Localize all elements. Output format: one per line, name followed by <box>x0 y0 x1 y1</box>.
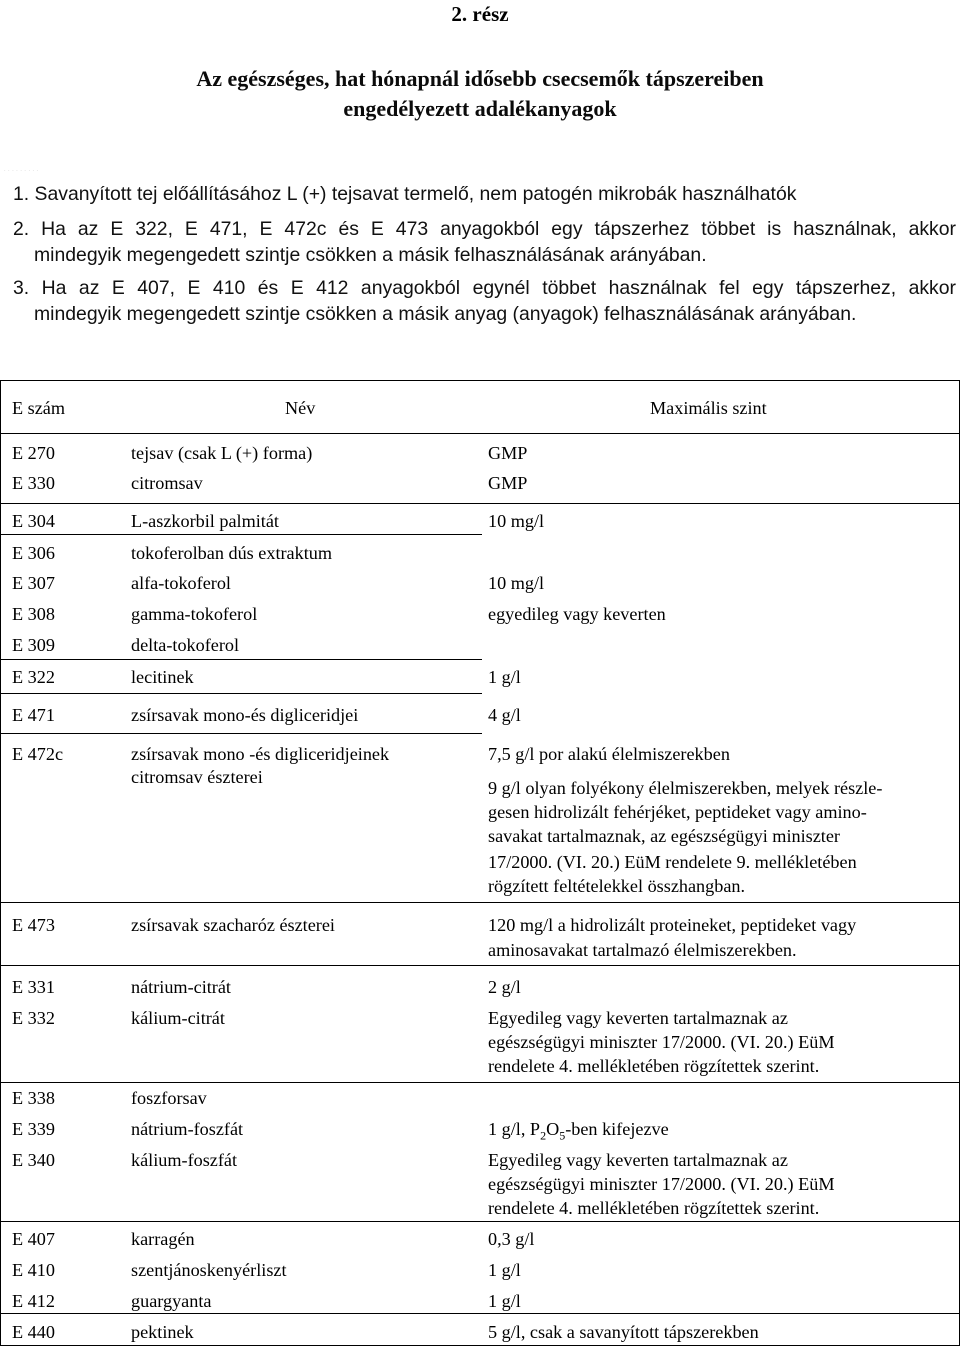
additive-name: foszforsav <box>131 1088 207 1108</box>
e-number: E 440 <box>12 1322 55 1342</box>
e-number: E 473 <box>12 915 55 935</box>
part-heading: 2. rész <box>451 2 509 26</box>
header-max-level: Maximális szint <box>650 398 767 418</box>
max-level-part: O <box>546 1119 560 1139</box>
row-divider <box>0 902 960 903</box>
max-level-detail: 9 g/l olyan folyékony élelmiszerekben, melyek részle- <box>488 778 883 798</box>
table-border-left <box>0 380 1 1346</box>
e-number: E 339 <box>12 1119 55 1139</box>
max-level: 4 g/l <box>488 705 521 725</box>
max-level: 10 mg/l <box>488 573 545 593</box>
row-divider <box>0 693 482 694</box>
additive-name: nátrium-foszfát <box>131 1119 244 1139</box>
e-number: E 330 <box>12 473 55 493</box>
max-level: 7,5 g/l por alakú élelmiszerekben <box>488 744 730 764</box>
e-number: E 407 <box>12 1229 55 1249</box>
max-level: 0,3 g/l <box>488 1229 535 1249</box>
additive-name: tejsav (csak L (+) forma) <box>131 443 313 463</box>
max-level-detail: gesen hidrolizált fehérjéket, peptideket vagy amino- <box>488 802 867 822</box>
e-number: E 307 <box>12 573 55 593</box>
e-number: E 322 <box>12 667 55 687</box>
max-level-detail: rendelete 4. mellékletében rögzítettek szerint. <box>488 1056 820 1076</box>
e-number: E 309 <box>12 635 55 655</box>
row-divider <box>0 1313 960 1314</box>
max-level: 1 g/l <box>488 667 521 687</box>
max-level-detail: rendelete 4. mellékletében rögzítettek szerint. <box>488 1198 820 1218</box>
e-number: E 306 <box>12 543 55 563</box>
additive-name: lecitinek <box>131 667 194 687</box>
additive-name: nátrium-citrát <box>131 977 231 997</box>
note-2-line1: 2. Ha az E 322, E 471, E 472c és E 473 anyagokból egy tápszerhez többet is használnak, akkor <box>13 218 956 240</box>
e-number: E 308 <box>12 604 55 624</box>
additives-table <box>0 380 960 1346</box>
max-level: egyedileg vagy keverten <box>488 604 666 624</box>
e-number: E 270 <box>12 443 55 463</box>
max-level: GMP <box>488 443 528 463</box>
additive-name-continued: citromsav észterei <box>131 767 263 787</box>
max-level: 1 g/l <box>488 1260 521 1280</box>
row-divider <box>0 1221 960 1222</box>
page-title-line1: Az egészséges, hat hónapnál idősebb csecsemők tápszereiben <box>196 66 764 91</box>
max-level-part: 1 g/l, P <box>488 1119 541 1139</box>
max-level: 1 g/l <box>488 1291 521 1311</box>
row-divider <box>0 965 960 966</box>
e-number: E 332 <box>12 1008 55 1028</box>
additive-name: delta-tokoferol <box>131 635 240 655</box>
additive-name: gamma-tokoferol <box>131 604 258 624</box>
max-level <box>488 1119 669 1146</box>
header-divider <box>0 433 960 434</box>
additive-name: kálium-citrát <box>131 1008 225 1028</box>
max-level: 2 g/l <box>488 977 521 997</box>
e-number: E 338 <box>12 1088 55 1108</box>
e-number: E 331 <box>12 977 55 997</box>
max-level-detail: egészségügyi miniszter 17/2000. (VI. 20.) EüM <box>488 1032 835 1052</box>
row-divider <box>0 733 482 734</box>
max-level-part: -ben kifejezve <box>565 1119 669 1139</box>
subscript: 2 <box>540 1128 547 1143</box>
additive-name: zsírsavak szacharóz észterei <box>131 915 335 935</box>
e-number: E 410 <box>12 1260 55 1280</box>
max-level-detail: 17/2000. (VI. 20.) EüM rendelete 9. mellékletében <box>488 852 857 872</box>
additive-name: L-aszkorbil palmitát <box>131 511 279 531</box>
header-e-number: E szám <box>12 398 66 418</box>
e-number: E 340 <box>12 1150 55 1170</box>
max-level-detail: rögzített feltételekkel összhangban. <box>488 876 746 896</box>
note-2-line2: mindegyik megengedett szintje csökken a másik felhasználásának arányában. <box>34 244 707 266</box>
additive-name: zsírsavak mono -és digliceridjeinek <box>131 744 390 764</box>
additive-name: kálium-foszfát <box>131 1150 238 1170</box>
note-1: 1. Savanyított tej előállításához L (+) tejsavat termelő, nem patogén mikrobák használhatók <box>13 183 797 205</box>
e-number: E 472c <box>12 744 64 764</box>
additive-name: tokoferolban dús extraktum <box>131 543 333 563</box>
note-3-line1: 3. Ha az E 407, E 410 és E 412 anyagokból egynél többet használnak fel egy tápszerhez, akkor <box>13 277 956 299</box>
subscript: 5 <box>559 1128 566 1143</box>
table-border-top <box>0 380 960 381</box>
row-divider <box>0 534 482 535</box>
max-level: 10 mg/l <box>488 511 545 531</box>
max-level-detail: savakat tartalmaznak, az egészségügyi miniszter <box>488 826 840 846</box>
max-level-detail: aminosavakat tartalmazó élelmiszerekben. <box>488 940 797 960</box>
max-level: Egyedileg vagy keverten tartalmaznak az <box>488 1008 788 1028</box>
max-level: 5 g/l, csak a savanyított tápszerekben <box>488 1322 759 1342</box>
row-divider <box>0 503 960 504</box>
faint-mark: · · · · · · · · · <box>4 168 39 174</box>
max-level: GMP <box>488 473 528 493</box>
e-number: E 304 <box>12 511 55 531</box>
additive-name: citromsav <box>131 473 203 493</box>
row-divider <box>0 1082 960 1083</box>
page-title-line2: engedélyezett adalékanyagok <box>343 96 617 121</box>
additive-name: guargyanta <box>131 1291 212 1311</box>
note-3-line2: mindegyik megengedett szintje csökken a másik anyag (anyagok) felhasználásának arányában. <box>34 303 857 325</box>
table-border-bottom <box>0 1345 960 1346</box>
additive-name: karragén <box>131 1229 195 1249</box>
e-number: E 412 <box>12 1291 55 1311</box>
max-level-detail: egészségügyi miniszter 17/2000. (VI. 20.) EüM <box>488 1174 835 1194</box>
e-number: E 471 <box>12 705 55 725</box>
additive-name: pektinek <box>131 1322 194 1342</box>
additive-name: alfa-tokoferol <box>131 573 231 593</box>
max-level: Egyedileg vagy keverten tartalmaznak az <box>488 1150 788 1170</box>
header-name: Név <box>285 398 316 418</box>
additive-name: szentjánoskenyérliszt <box>131 1260 287 1280</box>
row-divider <box>0 659 482 660</box>
additive-name: zsírsavak mono-és digliceridjei <box>131 705 359 725</box>
max-level: 120 mg/l a hidrolizált proteineket, peptideket vagy <box>488 915 857 935</box>
